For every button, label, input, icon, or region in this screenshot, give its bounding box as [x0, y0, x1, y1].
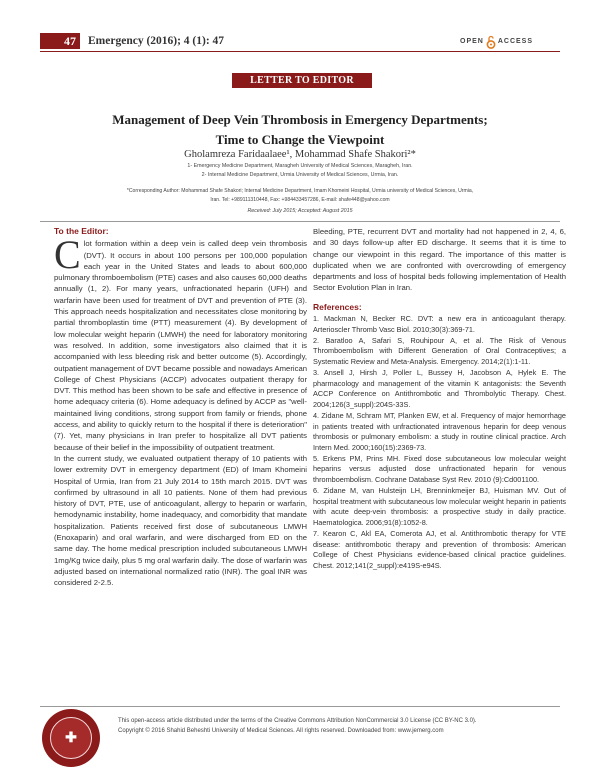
- seal-emblem-icon: ✚: [50, 717, 92, 759]
- reference-item: 4. Zidane M, Schram MT, Planken EW, et al. Frequency of major hemorrhage in patients treated with unfractionated intravenous heparin for deep venous thrombosis or pulmonary embolism: a study in routine clinical practice. Arch Intern Med. 2000;160(15):2369-73.: [313, 410, 566, 452]
- footer-license: [118, 716, 558, 736]
- open-access-label-right: ACCESS: [497, 38, 534, 45]
- section-heading: To the Editor:: [54, 226, 109, 236]
- received-dates: Received: July 2015; Accepted: August 2015: [247, 208, 353, 214]
- open-access-lock-icon: [486, 35, 496, 49]
- footer-license-line: This open-access article distributed under the terms of the Creative Commons Attribution NonCommercial 3.0 License (CC BY-NC 3.0).: [118, 718, 477, 724]
- header-divider: [40, 221, 560, 222]
- drop-cap: C: [54, 232, 81, 278]
- footer-copyright-line: Copyright © 2016 Shahid Beheshti University of Medical Sciences. All rights reserved. Downloaded from: www.jemerg.com: [118, 728, 444, 734]
- paragraph-3: Bleeding, PTE, recurrent DVT and mortality had not happened in 2, 4, 6, and 30 days follow-up after ED discharge. It seems that it is time to change our viewpoint in this regard. The importance of this matter is duplicated when we are confronted with overcrowding of emergency departments and loss of hospital beds following implementation of Health Sector Evolution Plan in Iran.: [313, 227, 566, 293]
- footer-divider: [40, 706, 560, 707]
- open-access-label-left: OPEN: [460, 38, 484, 45]
- paragraph-1: [54, 232, 307, 453]
- corresponding-line-2: Iran. Tel: +989111310448, Fax: +984433457286, E-mail: shafe448@yahoo.com: [210, 196, 390, 203]
- references-heading: References:: [313, 301, 362, 312]
- affiliation-2: 2- Internal Medicine Department, Urmia University of Medical Sciences, Urmia, Iran.: [201, 172, 399, 178]
- reference-item: 1. Mackman N, Becker RC. DVT: a new era in anticoagulant therapy. Arterioscler Thromb Vasc Biol. 2010;30(3):369-71.: [313, 314, 566, 334]
- article-title: [40, 110, 560, 150]
- corresponding-line-1: *Corresponding Author: Mohammad Shafe Shakori; Internal Medicine Department, Imam Khomeini Hospital, Urmia university of Medical Sciences, Urmia,: [126, 188, 474, 194]
- left-column: [54, 226, 307, 589]
- page-number: 47: [40, 33, 80, 49]
- article-type-banner: LETTER TO EDITOR: [232, 73, 372, 88]
- reference-item: 2. Baratloo A, Safari S, Rouhipour A, et al. The Risk of Venous Thromboembolism with Different Generation of Oral Contraceptives; a Systematic Review and Meta-Analysis. Emergency. 2014;2(1):1-11.: [313, 335, 566, 366]
- open-access-badge: [460, 34, 533, 50]
- corresponding-author: [40, 187, 560, 204]
- journal-citation: Emergency (2016); 4 (1): 47: [88, 35, 225, 47]
- title-line-2: Time to Change the Viewpoint: [215, 132, 385, 147]
- reference-item: 3. Ansell J, Hirsh J, Poller L, Bussey H, Jacobson A, Hylek E. The pharmacology and management of the vitamin K antagonists: the Seventh ACCP Conference on Antithrombotic and Thrombolytic Therapy. Chest. 2004;126(3_suppl):204S-33S.: [313, 368, 566, 409]
- title-line-1: Management of Deep Vein Thrombosis in Emergency Departments;: [112, 112, 488, 127]
- reference-item: 5. Erkens PM, Prins MH. Fixed dose subcutaneous low molecular weight heparins versus adjusted dose unfractionated heparin for venous thromboembolism. Cochrane Database Syst Rev. 2010 (9):Cd001100.: [313, 453, 566, 484]
- paragraph-1-text: lot formation within a deep vein is called deep vein thrombosis (DVT). It occurs in about 100 persons per 100,000 population each year in the United States and leads to about 600,000 pulmonary thromboembolism (PTE) cases and also causes 60,000 deaths annually (1, 2). For many years, unfractionated heparin (UFH) and warfarin have been used for treatment of DVT and prevention of PTE (3). This approach needs hospitalization and necessitates close monitoring by partial thromboplastin time (PTT) measurement (4). By development of low molecular weight heparin (LMWH) the need for laboratory monitoring was resolved. In addition, some investigators also claimed that it is accompanied with less bleeding risk and better outcome (5). Accordingly, outpatient management of DVT became possible and nowadays American College of Chest Physicians (ACCP) advocates outpatient therapy for DVT. This method has been shown to be safe and effective in presence of home adequacy criteria (6). Home adequacy is defined by ACCP as "well-maintained living conditions, strong support from family or friends, phone access, and ability to quickly return to the hospital if there is deterioration" (7). Yet, many physicians in Iran prefer to hospitalize all DVT patients because of their belief in the impossibility of outpatient treatment.: [54, 239, 307, 452]
- university-seal-logo: [42, 709, 100, 767]
- right-column: [313, 226, 566, 572]
- author-list: Gholamreza Faridaalaee¹, Mohammad Shafe Shakori²*: [184, 149, 416, 160]
- reference-item: 7. Kearon C, Akl EA, Comerota AJ, et al. Antithrombotic therapy for VTE disease: antithrombotic therapy and prevention of thrombosis: American College of Chest Physicians evidence-based clinical practice guidelines. Chest. 2012;141(2_suppl):e419S-e94S.: [313, 528, 566, 570]
- paragraph-2: In the current study, we evaluated outpatient therapy of 10 patients with lower extremity DVT in emergency department (ED) of Imam Khomeini Hospital of Urmia, Iran from 21 July 2014 to 15th march 2015. DVT was confirmed by ultrasound in all 10 patients. None of them had previous history of DVT, PTE, use of anticoagulant, allergy to heparin or warfarin, hemodynamic instability, home inadequacy, and comorbidity that mandate hospitalization. Patients received first dose of subcutaneous LMWH (Enoxaparin) and oral warfarin, and were discharged from ED on the same day. The home medical prescription included subcutaneous LMWH 1mg/Kg twice daily, plus 5 mg oral warfarin daily. The dose of warfarin was adjusted based on international normalized ratio (INR). The goal INR was considered 2-2.5.: [54, 453, 307, 588]
- reference-item: 6. Zidane M, van Hulsteijn LH, Brenninkmeijer BJ, Huisman MV. Out of hospital treatment with subcutaneous low molecular weight heparin in patients with acute deep-vein thrombosis: a prospective study in daily practice. Haematologica. 2006;91(8):1052-8.: [313, 486, 566, 527]
- reference-list: [313, 314, 566, 571]
- affiliation-1: 1- Emergency Medicine Department, Maragheh University of Medical Sciences, Maragheh, Iran.: [187, 163, 413, 169]
